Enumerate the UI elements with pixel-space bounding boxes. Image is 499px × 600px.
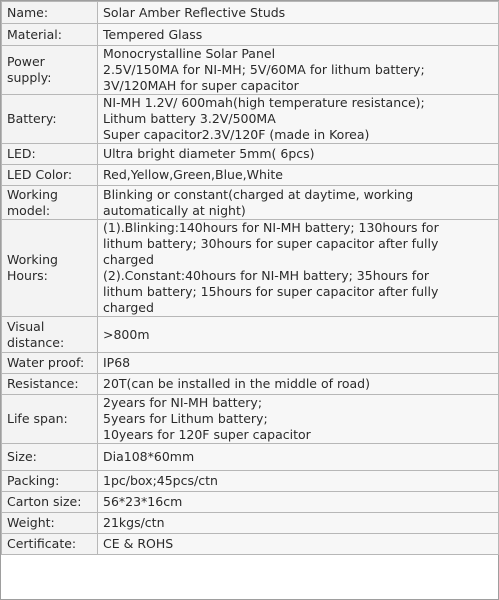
spec-value-line: Dia108*60mm [103,449,195,464]
spec-row [2,513,499,534]
spec-value-line: 20T(can be installed in the middle of road) [103,376,370,391]
spec-key: Material: [2,24,98,46]
spec-row [2,2,499,24]
spec-value-line: >800m [103,326,150,342]
spec-key: Power supply: [2,46,98,95]
spec-value [98,534,499,555]
spec-value-line: Super capacitor2.3V/120F (made in Korea) [103,127,370,142]
spec-value-line: 10years for 120F super capacitor [103,427,311,442]
spec-value [98,353,499,374]
spec-key: Certificate: [2,534,98,555]
spec-key: Visual distance: [2,317,98,353]
spec-value [98,220,499,317]
spec-table-body [2,2,499,555]
spec-value [98,2,499,24]
spec-value [98,444,499,471]
spec-value [98,395,499,444]
spec-value-line: charged [103,300,154,315]
spec-row [2,534,499,555]
spec-row [2,317,499,353]
spec-key: LED: [2,144,98,165]
spec-value-line: (1).Blinking:140hours for NI-MH battery; 130hours for [103,220,439,235]
spec-value-line: Blinking or constant(charged at daytime, working [103,186,414,202]
spec-key: Working Hours: [2,220,98,317]
spec-row [2,186,499,220]
spec-key: Battery: [2,95,98,144]
spec-row [2,165,499,186]
spec-row [2,444,499,471]
spec-value-line: Ultra bright diameter 5mm( 6pcs) [103,146,315,161]
spec-value [98,374,499,395]
spec-value-line: 1pc/box;45pcs/ctn [103,473,218,488]
spec-key: Water proof: [2,353,98,374]
spec-row [2,144,499,165]
spec-value-line: 2years for NI-MH battery; [103,395,263,410]
spec-row [2,95,499,144]
spec-value-line: 56*23*16cm [103,494,183,509]
spec-value-line: 3V/120MAH for super capacitor [103,78,299,93]
spec-row [2,24,499,46]
spec-value-line: Lithum battery 3.2V/500MA [103,111,276,126]
spec-row [2,374,499,395]
spec-value-line: Monocrystalline Solar Panel [103,46,276,61]
spec-value-line: Solar Amber Reflective Studs [103,4,286,20]
spec-value-line: charged [103,252,154,267]
spec-value [98,186,499,220]
spec-value [98,492,499,513]
spec-key: Packing: [2,471,98,492]
spec-row [2,395,499,444]
spec-key: Working model: [2,186,98,220]
spec-key: Size: [2,444,98,471]
spec-value-line: Tempered Glass [103,26,203,42]
spec-value-line: 2.5V/150MA for NI-MH; 5V/60MA for lithum battery; [103,62,425,77]
spec-value-line: 21kgs/ctn [103,515,165,530]
spec-row [2,471,499,492]
spec-value-line: NI-MH 1.2V/ 600mah(high temperature resistance); [103,95,425,110]
spec-value [98,24,499,46]
spec-value-line: CE & ROHS [103,536,174,551]
spec-key: Name: [2,2,98,24]
spec-value-line: lithum battery; 30hours for super capacitor after fully [103,236,439,251]
spec-value [98,95,499,144]
spec-value [98,144,499,165]
spec-key: Life span: [2,395,98,444]
spec-value [98,471,499,492]
spec-key: Resistance: [2,374,98,395]
spec-value-line: (2).Constant:40hours for NI-MH battery; 35hours for [103,268,429,283]
spec-value [98,513,499,534]
spec-row [2,492,499,513]
spec-value-line: IP68 [103,355,131,370]
spec-value [98,165,499,186]
spec-value-line: Red,Yellow,Green,Blue,White [103,167,283,182]
spec-key: Carton size: [2,492,98,513]
spec-key: Weight: [2,513,98,534]
spec-row [2,220,499,317]
spec-value-line: automatically at night) [103,202,246,218]
spec-row [2,353,499,374]
spec-value [98,317,499,353]
spec-value-line: 5years for Lithum battery; [103,411,268,426]
spec-row [2,46,499,95]
spec-value-line: lithum battery; 15hours for super capacitor after fully [103,284,439,299]
spec-key: LED Color: [2,165,98,186]
spec-value [98,46,499,95]
spec-table [1,1,499,555]
